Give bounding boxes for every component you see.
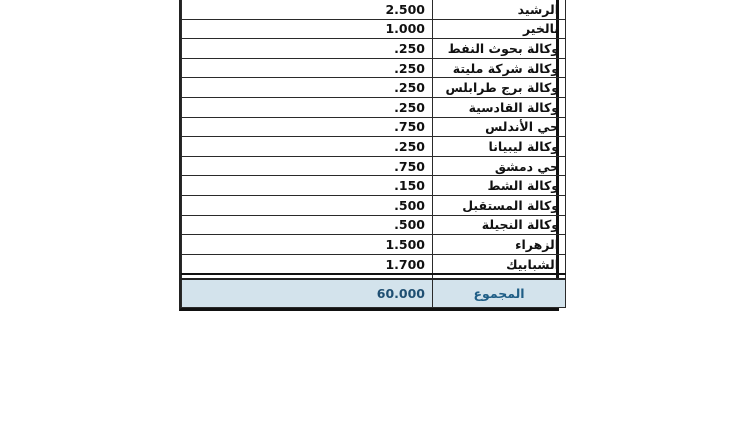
name-cell: وكالة ليبيانا — [433, 137, 566, 157]
value-cell: 1.000 — [182, 19, 433, 39]
table-row — [182, 215, 566, 235]
name-cell: وكالة برج طرابلس — [433, 78, 566, 98]
value-cell: .250 — [182, 137, 433, 157]
value-cell: .250 — [182, 78, 433, 98]
table-row — [182, 58, 566, 78]
name-cell: وكالة القادسية — [433, 97, 566, 117]
table-row — [182, 156, 566, 176]
value-cell: .150 — [182, 176, 433, 196]
table-row — [182, 195, 566, 215]
value-cell: 1.700 — [182, 254, 433, 274]
table-row — [182, 97, 566, 117]
name-cell: الزهراء — [433, 235, 566, 255]
name-cell: بالخير — [433, 19, 566, 39]
table-row — [182, 39, 566, 59]
table-row — [182, 235, 566, 255]
table-row — [182, 137, 566, 157]
value-cell: .500 — [182, 215, 433, 235]
table-row — [182, 117, 566, 137]
name-cell: وكالة النجيلة — [433, 215, 566, 235]
distribution-table — [179, 0, 559, 311]
value-cell: .250 — [182, 97, 433, 117]
total-label: المجموع — [433, 279, 566, 308]
value-cell: .500 — [182, 195, 433, 215]
table-row — [182, 176, 566, 196]
value-cell: 2.500 — [182, 0, 433, 19]
value-cell: .250 — [182, 39, 433, 59]
name-cell: وكالة بحوث النفط — [433, 39, 566, 59]
name-cell: وكالة الشط — [433, 176, 566, 196]
table-row — [182, 19, 566, 39]
name-cell: وكالة شركة مليتة — [433, 58, 566, 78]
name-cell: الشبابيك — [433, 254, 566, 274]
name-cell: حي دمشق — [433, 156, 566, 176]
name-cell: الرشيد — [433, 0, 566, 19]
name-cell: حي الأندلس — [433, 117, 566, 137]
table-row — [182, 0, 566, 19]
value-cell: 1.500 — [182, 235, 433, 255]
total-row — [182, 279, 566, 308]
value-cell: .750 — [182, 117, 433, 137]
table-row — [182, 254, 566, 274]
table-row — [182, 78, 566, 98]
table-body — [181, 0, 566, 308]
value-cell: .250 — [182, 58, 433, 78]
name-cell: وكالة المستقبل — [433, 195, 566, 215]
value-cell: .750 — [182, 156, 433, 176]
total-value: 60.000 — [182, 279, 433, 308]
